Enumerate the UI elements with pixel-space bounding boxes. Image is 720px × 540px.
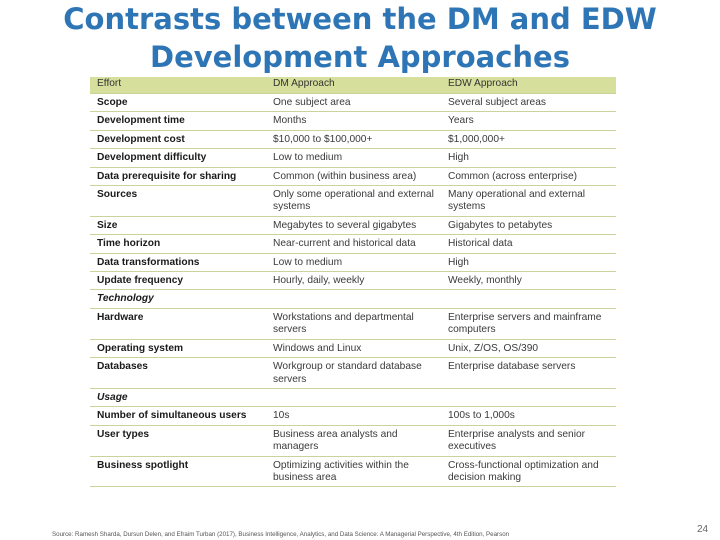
dm-cell: Megabytes to several gigabytes — [266, 216, 441, 234]
row-label: Development difficulty — [90, 149, 266, 167]
edw-cell: Weekly, monthly — [441, 272, 616, 290]
table-row — [90, 253, 616, 271]
row-label: Scope — [90, 94, 266, 112]
edw-cell: Enterprise analysts and senior executives — [441, 425, 616, 456]
dm-cell: Business area analysts and managers — [266, 425, 441, 456]
edw-cell: High — [441, 149, 616, 167]
row-label: Update frequency — [90, 272, 266, 290]
table-row — [90, 94, 616, 112]
row-label: Size — [90, 216, 266, 234]
edw-cell: Common (across enterprise) — [441, 167, 616, 185]
title-line-2: Development Approaches — [150, 40, 570, 74]
edw-cell: 100s to 1,000s — [441, 407, 616, 425]
row-label: Databases — [90, 358, 266, 389]
edw-cell: Enterprise servers and mainframe computers — [441, 308, 616, 339]
row-label: User types — [90, 425, 266, 456]
section-row — [90, 388, 616, 406]
row-label: Development cost — [90, 130, 266, 148]
edw-cell: Many operational and external systems — [441, 186, 616, 217]
table-row — [90, 167, 616, 185]
row-label: Data transformations — [90, 253, 266, 271]
table-body — [90, 94, 616, 487]
dm-cell: 10s — [266, 407, 441, 425]
dm-cell: One subject area — [266, 94, 441, 112]
comparison-table-container — [90, 77, 616, 487]
table-row — [90, 186, 616, 217]
dm-cell: Workgroup or standard database servers — [266, 358, 441, 389]
row-label: Hardware — [90, 308, 266, 339]
section-row — [90, 290, 616, 308]
edw-cell: Cross-functional optimization and decision making — [441, 456, 616, 487]
edw-cell: $1,000,000+ — [441, 130, 616, 148]
table-row — [90, 235, 616, 253]
row-label: Number of simultaneous users — [90, 407, 266, 425]
header-edw-approach: EDW Approach — [441, 77, 616, 94]
edw-cell: Unix, Z/OS, OS/390 — [441, 339, 616, 357]
row-label: Development time — [90, 112, 266, 130]
row-label: Business spotlight — [90, 456, 266, 487]
edw-cell: High — [441, 253, 616, 271]
row-label: Operating system — [90, 339, 266, 357]
table-row — [90, 339, 616, 357]
table-row — [90, 272, 616, 290]
table-row — [90, 112, 616, 130]
edw-cell: Gigabytes to petabytes — [441, 216, 616, 234]
title-line-1: Contrasts between the DM and EDW — [63, 2, 657, 36]
table-row — [90, 358, 616, 389]
edw-cell: Historical data — [441, 235, 616, 253]
table-row — [90, 149, 616, 167]
slide-title — [0, 0, 720, 76]
dm-cell: Low to medium — [266, 149, 441, 167]
dm-cell: Only some operational and external systems — [266, 186, 441, 217]
dm-cell: Windows and Linux — [266, 339, 441, 357]
edw-cell: Years — [441, 112, 616, 130]
header-effort: Effort — [90, 77, 266, 94]
dm-cell: Hourly, daily, weekly — [266, 272, 441, 290]
table-row — [90, 216, 616, 234]
header-dm-approach: DM Approach — [266, 77, 441, 94]
dm-cell: $10,000 to $100,000+ — [266, 130, 441, 148]
dm-cell: Months — [266, 112, 441, 130]
section-label: Technology — [90, 290, 616, 308]
dm-cell: Common (within business area) — [266, 167, 441, 185]
dm-cell: Workstations and departmental servers — [266, 308, 441, 339]
dm-cell: Low to medium — [266, 253, 441, 271]
row-label: Time horizon — [90, 235, 266, 253]
table-row — [90, 456, 616, 487]
row-label: Sources — [90, 186, 266, 217]
table-row — [90, 308, 616, 339]
comparison-table — [90, 77, 616, 487]
table-row — [90, 407, 616, 425]
dm-cell: Optimizing activities within the business area — [266, 456, 441, 487]
source-citation: Source: Ramesh Sharda, Dursun Delen, and Efraim Turban (2017), Business Intelligence, Analytics, and Data Science: A Managerial Perspective, 4th Edition, Pearson — [52, 531, 510, 538]
table-row — [90, 130, 616, 148]
table-row — [90, 425, 616, 456]
dm-cell: Near-current and historical data — [266, 235, 441, 253]
section-label: Usage — [90, 388, 616, 406]
edw-cell: Several subject areas — [441, 94, 616, 112]
table-header-row — [90, 77, 616, 94]
page-number: 24 — [697, 524, 709, 535]
edw-cell: Enterprise database servers — [441, 358, 616, 389]
row-label: Data prerequisite for sharing — [90, 167, 266, 185]
